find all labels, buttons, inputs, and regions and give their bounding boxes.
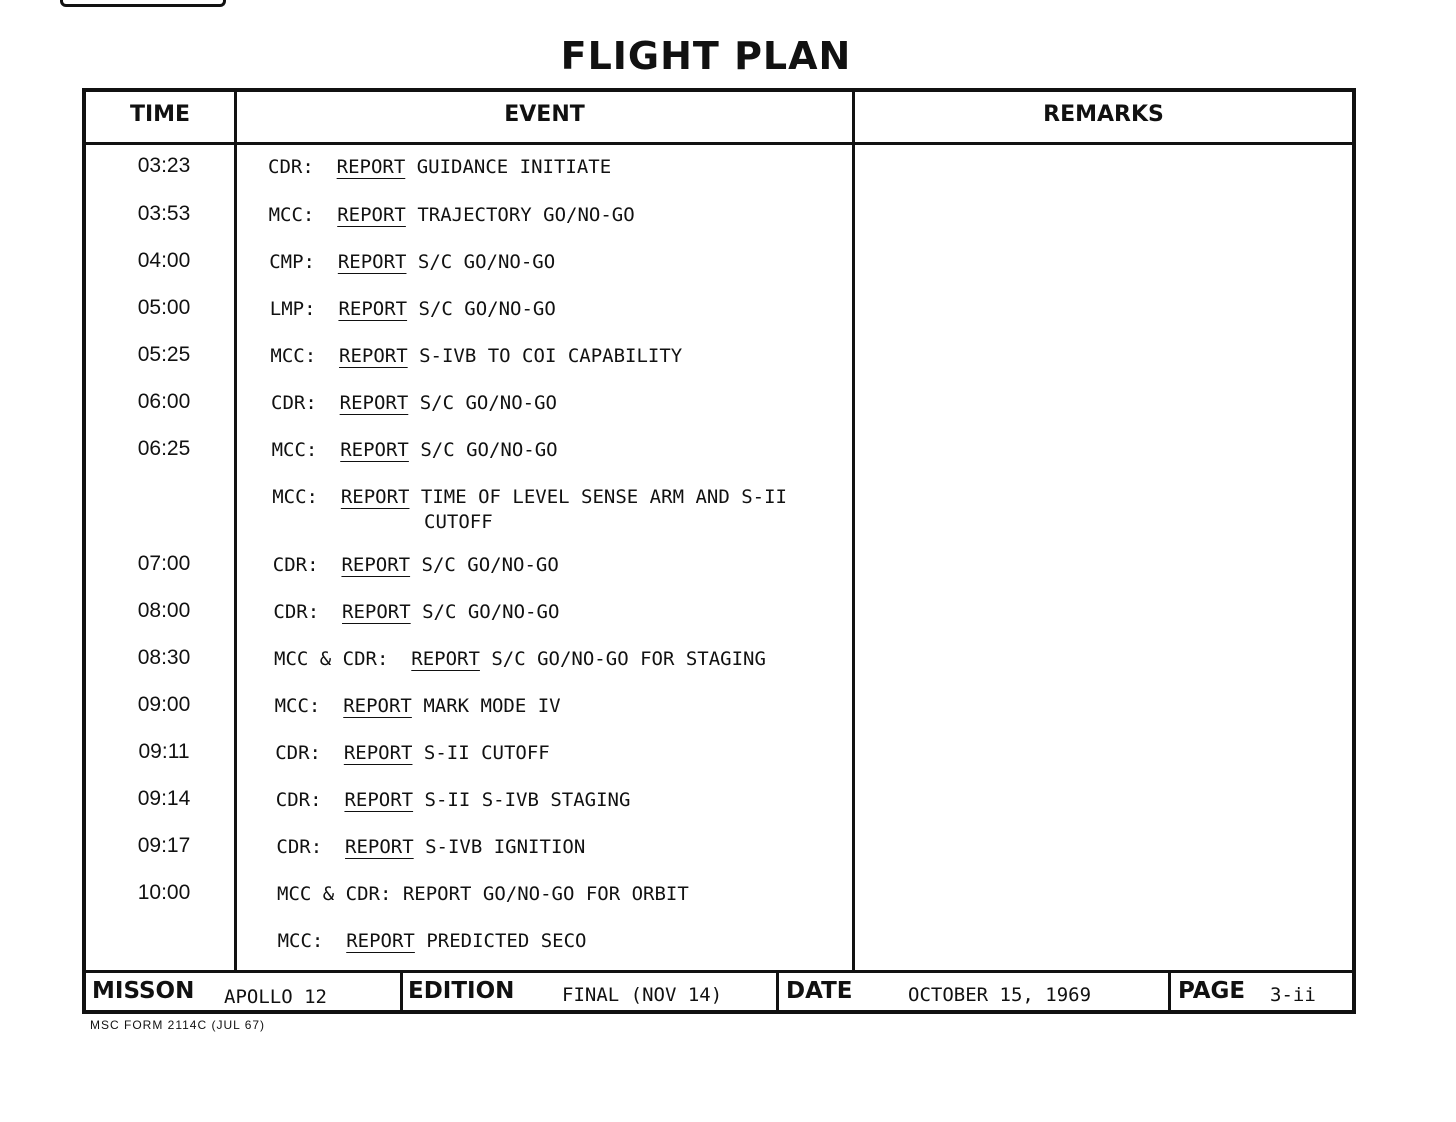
event-action: REPORT	[341, 554, 411, 576]
row-time: 09:14	[137, 787, 191, 810]
event-text: S-II S-IVB STAGING	[413, 789, 631, 811]
event-actor: CDR:	[275, 789, 345, 811]
event-action: REPORT	[337, 251, 407, 273]
event-action: REPORT	[336, 156, 406, 178]
event-text: S-IVB TO COI CAPABILITY	[407, 345, 683, 367]
row-time: 04:00	[137, 249, 191, 272]
event-action: REPORT	[345, 836, 414, 858]
top-tab-mark	[60, 0, 226, 7]
event-action: REPORT	[340, 439, 409, 461]
event-text: PREDICTED SECO	[414, 930, 587, 952]
event-actor: MCC:	[270, 345, 340, 367]
form-number: MSC FORM 2114C (JUL 67)	[90, 1018, 266, 1032]
event-text: S/C GO/NO-GO	[408, 392, 557, 414]
event-action: REPORT	[338, 298, 408, 320]
row-time: 08:00	[137, 599, 191, 622]
date-label: DATE	[786, 978, 853, 1004]
row-time: 10:00	[137, 881, 191, 904]
edition-value: FINAL (NOV 14)	[562, 984, 723, 1006]
event-text: S/C GO/NO-GO	[410, 554, 559, 576]
row-event	[269, 251, 555, 273]
row-event	[273, 601, 559, 623]
mission-label: MISSON	[92, 978, 195, 1004]
event-text: MARK MODE IV	[411, 695, 561, 717]
page-label: PAGE	[1178, 978, 1246, 1004]
event-actor: MCC:	[272, 486, 341, 508]
event-text: S/C GO/NO-GO	[408, 439, 558, 461]
divider-time-event	[234, 92, 237, 970]
row-time: 09:17	[137, 834, 191, 857]
event-action: REPORT	[339, 345, 408, 367]
page-title: FLIGHT PLAN	[560, 34, 852, 78]
row-event	[276, 789, 631, 811]
row-time: 06:25	[137, 437, 191, 460]
footer-divider-3	[1168, 970, 1171, 1014]
row-time: 03:23	[137, 154, 191, 177]
row-time: 07:00	[137, 552, 191, 575]
row-event	[276, 836, 585, 858]
event-action: REPORT	[339, 392, 409, 414]
row-event	[268, 156, 611, 178]
event-action: REPORT	[346, 930, 415, 952]
event-action: REPORT	[343, 742, 413, 764]
event-actor: MCC:	[274, 695, 344, 717]
header-time: TIME	[129, 102, 191, 127]
header-divider	[86, 142, 1352, 145]
row-event	[272, 486, 787, 508]
row-event	[277, 883, 689, 905]
event-actor: CDR:	[272, 554, 342, 576]
row-event	[274, 648, 766, 670]
event-actor: MCC:	[277, 930, 347, 952]
event-actor: MCC:	[268, 204, 338, 226]
row-event	[272, 439, 558, 461]
header-event: EVENT	[504, 102, 585, 127]
event-actor: MCC:	[271, 439, 341, 461]
page-value: 3-ii	[1270, 984, 1316, 1006]
row-event	[270, 298, 556, 320]
event-action: REPORT	[411, 648, 480, 670]
footer-divider-2	[776, 970, 779, 1014]
row-time: 06:00	[137, 390, 191, 413]
event-text: S/C GO/NO-GO	[407, 298, 556, 320]
event-actor: CDR:	[273, 601, 343, 623]
event-text: S-II CUTOFF	[412, 742, 550, 764]
event-text: TIME OF LEVEL SENSE ARM AND S-II	[409, 486, 787, 508]
event-actor: CDR:	[271, 392, 340, 414]
header-remarks: REMARKS	[1043, 102, 1164, 127]
event-text: S/C GO/NO-GO FOR STAGING	[479, 648, 766, 670]
event-text: S/C GO/NO-GO	[410, 601, 560, 623]
event-actor: CDR:	[268, 156, 337, 178]
row-event	[278, 930, 587, 952]
event-action: REPORT	[340, 486, 410, 508]
row-event	[275, 742, 550, 764]
row-time: 08:30	[137, 646, 191, 669]
row-time: 03:53	[137, 202, 191, 225]
event-action: REPORT	[342, 601, 411, 623]
row-event	[273, 554, 559, 576]
flight-plan-form	[82, 88, 1356, 1014]
event-text: S-IVB IGNITION	[413, 836, 586, 858]
event-text: GUIDANCE INITIATE	[405, 156, 612, 178]
event-action: REPORT	[337, 204, 406, 226]
footer-divider-1	[400, 970, 403, 1014]
row-event	[271, 392, 557, 414]
edition-label: EDITION	[408, 978, 515, 1004]
footer-divider	[86, 970, 1352, 973]
event-text: TRAJECTORY GO/NO-GO	[405, 204, 635, 226]
event-actor: MCC & CDR: REPORT GO/NO-GO FOR ORBIT	[277, 883, 689, 905]
row-event	[270, 345, 682, 367]
event-actor: LMP:	[269, 298, 339, 320]
event-action: REPORT	[343, 695, 412, 717]
row-time: 09:00	[137, 693, 191, 716]
event-actor: CDR:	[275, 742, 344, 764]
divider-event-remarks	[852, 92, 855, 970]
row-event	[275, 695, 561, 717]
event-actor: CDR:	[276, 836, 346, 858]
mission-value: APOLLO 12	[224, 986, 327, 1008]
row-time: 05:00	[137, 296, 191, 319]
row-time: 09:11	[138, 740, 190, 763]
event-text: S/C GO/NO-GO	[406, 251, 556, 273]
event-actor: MCC & CDR:	[274, 648, 412, 670]
date-value: OCTOBER 15, 1969	[908, 984, 1092, 1006]
event-action: REPORT	[344, 789, 414, 811]
event-actor: CMP:	[269, 251, 338, 273]
row-event	[269, 204, 635, 226]
row-time: 05:25	[137, 343, 191, 366]
event-continuation: CUTOFF	[424, 511, 493, 533]
